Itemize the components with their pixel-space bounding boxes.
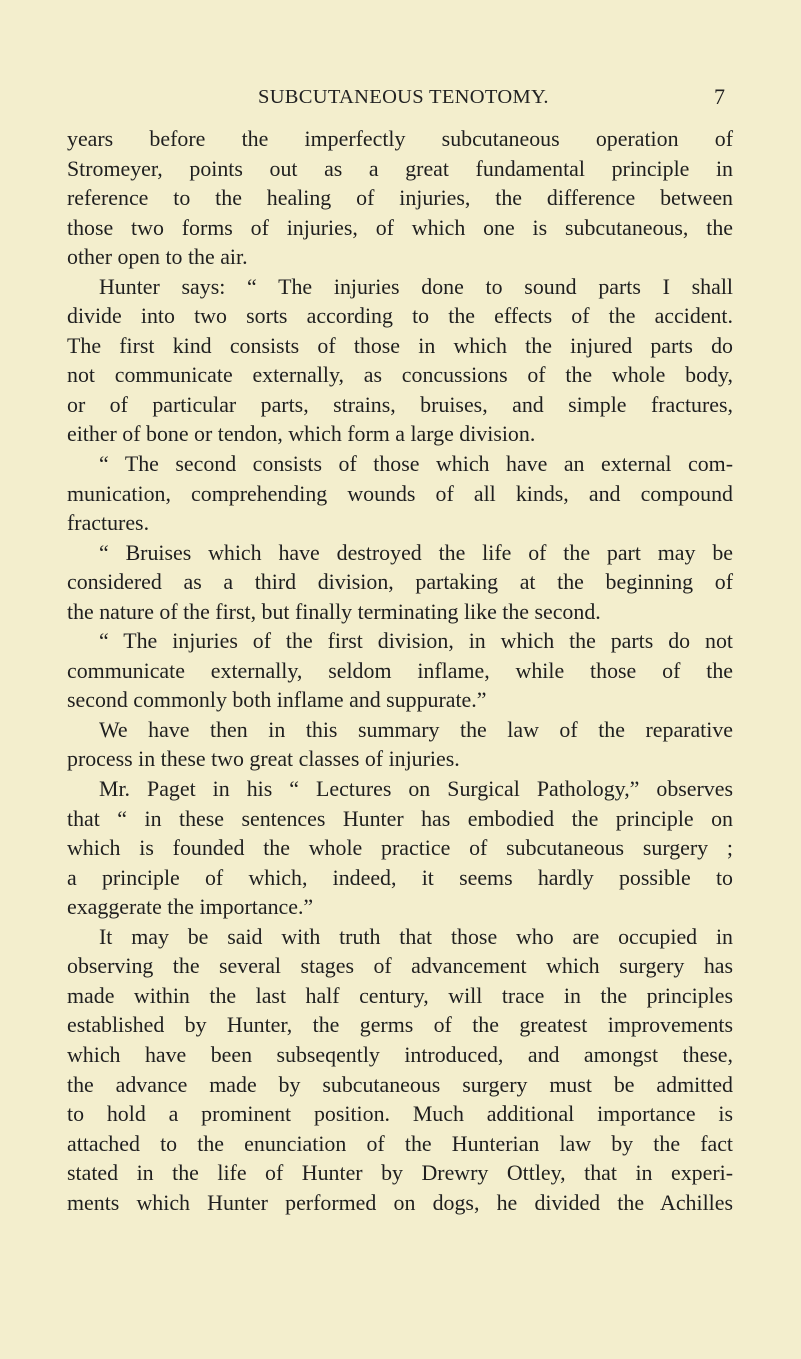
text-line: which have been subseqently introduced, and amongst these, xyxy=(67,1041,733,1067)
text-line: fractures. xyxy=(67,510,150,536)
text-line: Hunter says: “ The injuries done to sound parts I shall xyxy=(99,273,733,299)
body-text xyxy=(67,124,733,1217)
text-line: either of bone or tendon, which form a large division. xyxy=(67,421,536,447)
text-line: not communicate externally, as concussions of the whole body, xyxy=(67,362,733,388)
text-line: observing the several stages of advancement which surgery has xyxy=(67,953,733,979)
text-line: made within the last half century, will trace in the principles xyxy=(67,982,733,1008)
paragraph xyxy=(67,626,733,715)
paragraph xyxy=(67,124,733,272)
text-line: ments which Hunter performed on dogs, he divided the Achilles xyxy=(67,1189,733,1215)
text-line: which is founded the whole practice of subcutaneous surgery ; xyxy=(67,835,733,861)
paragraph xyxy=(67,922,733,1217)
paragraph xyxy=(67,449,733,538)
running-head: SUBCUTANEOUS TENOTOMY. xyxy=(258,86,549,108)
text-line: the nature of the first, but finally terminating like the second. xyxy=(67,598,601,624)
text-line: “ Bruises which have destroyed the life of the part may be xyxy=(99,539,733,565)
text-line: to hold a prominent position. Much additional importance is xyxy=(67,1101,733,1127)
text-line: established by Hunter, the germs of the greatest improvements xyxy=(67,1012,733,1038)
text-line: years before the imperfectly subcutaneous operation of xyxy=(67,126,733,151)
text-line: It may be said with truth that those who are occupied in xyxy=(99,923,733,949)
text-line: Stromeyer, points out as a great fundamental principle in xyxy=(67,155,733,181)
text-line: exaggerate the importance.” xyxy=(67,894,314,920)
text-line: The first kind consists of those in which the injured parts do xyxy=(67,332,733,358)
paragraph xyxy=(67,272,733,449)
text-line: communicate externally, seldom inflame, while those of the xyxy=(67,657,733,683)
paragraph xyxy=(67,538,733,627)
text-line: We have then in this summary the law of the reparative xyxy=(99,716,733,742)
text-line: those two forms of injuries, of which one is subcutaneous, the xyxy=(67,214,733,240)
text-line: reference to the healing of injuries, the difference between xyxy=(67,185,733,211)
text-line: attached to the enunciation of the Hunterian law by the fact xyxy=(67,1130,733,1156)
text-line: Mr. Paget in his “ Lectures on Surgical Pathology,” observes xyxy=(99,776,733,802)
text-line: munication, comprehending wounds of all kinds, and compound xyxy=(67,480,733,506)
text-line: divide into two sorts according to the effects of the accident. xyxy=(67,303,733,329)
paragraph xyxy=(67,774,733,922)
text-line: stated in the life of Hunter by Drewry Ottley, that in experi- xyxy=(67,1160,733,1186)
text-line: a principle of which, indeed, it seems hardly possible to xyxy=(67,864,733,890)
text-line: considered as a third division, partaking at the beginning of xyxy=(67,569,733,595)
text-line: “ The second consists of those which have an external com- xyxy=(99,451,733,477)
text-line: or of particular parts, strains, bruises, and simple fractures, xyxy=(67,391,733,417)
paragraph xyxy=(67,715,733,774)
text-line: second commonly both inflame and suppurate.” xyxy=(67,687,487,713)
text-line: the advance made by subcutaneous surgery must be admitted xyxy=(67,1071,733,1097)
text-line: process in these two great classes of injuries. xyxy=(67,746,460,772)
text-line: “ The injuries of the first division, in which the parts do not xyxy=(99,628,733,654)
text-line: that “ in these sentences Hunter has embodied the principle on xyxy=(67,805,733,831)
text-line: other open to the air. xyxy=(67,244,248,270)
page-number: 7 xyxy=(714,84,725,109)
